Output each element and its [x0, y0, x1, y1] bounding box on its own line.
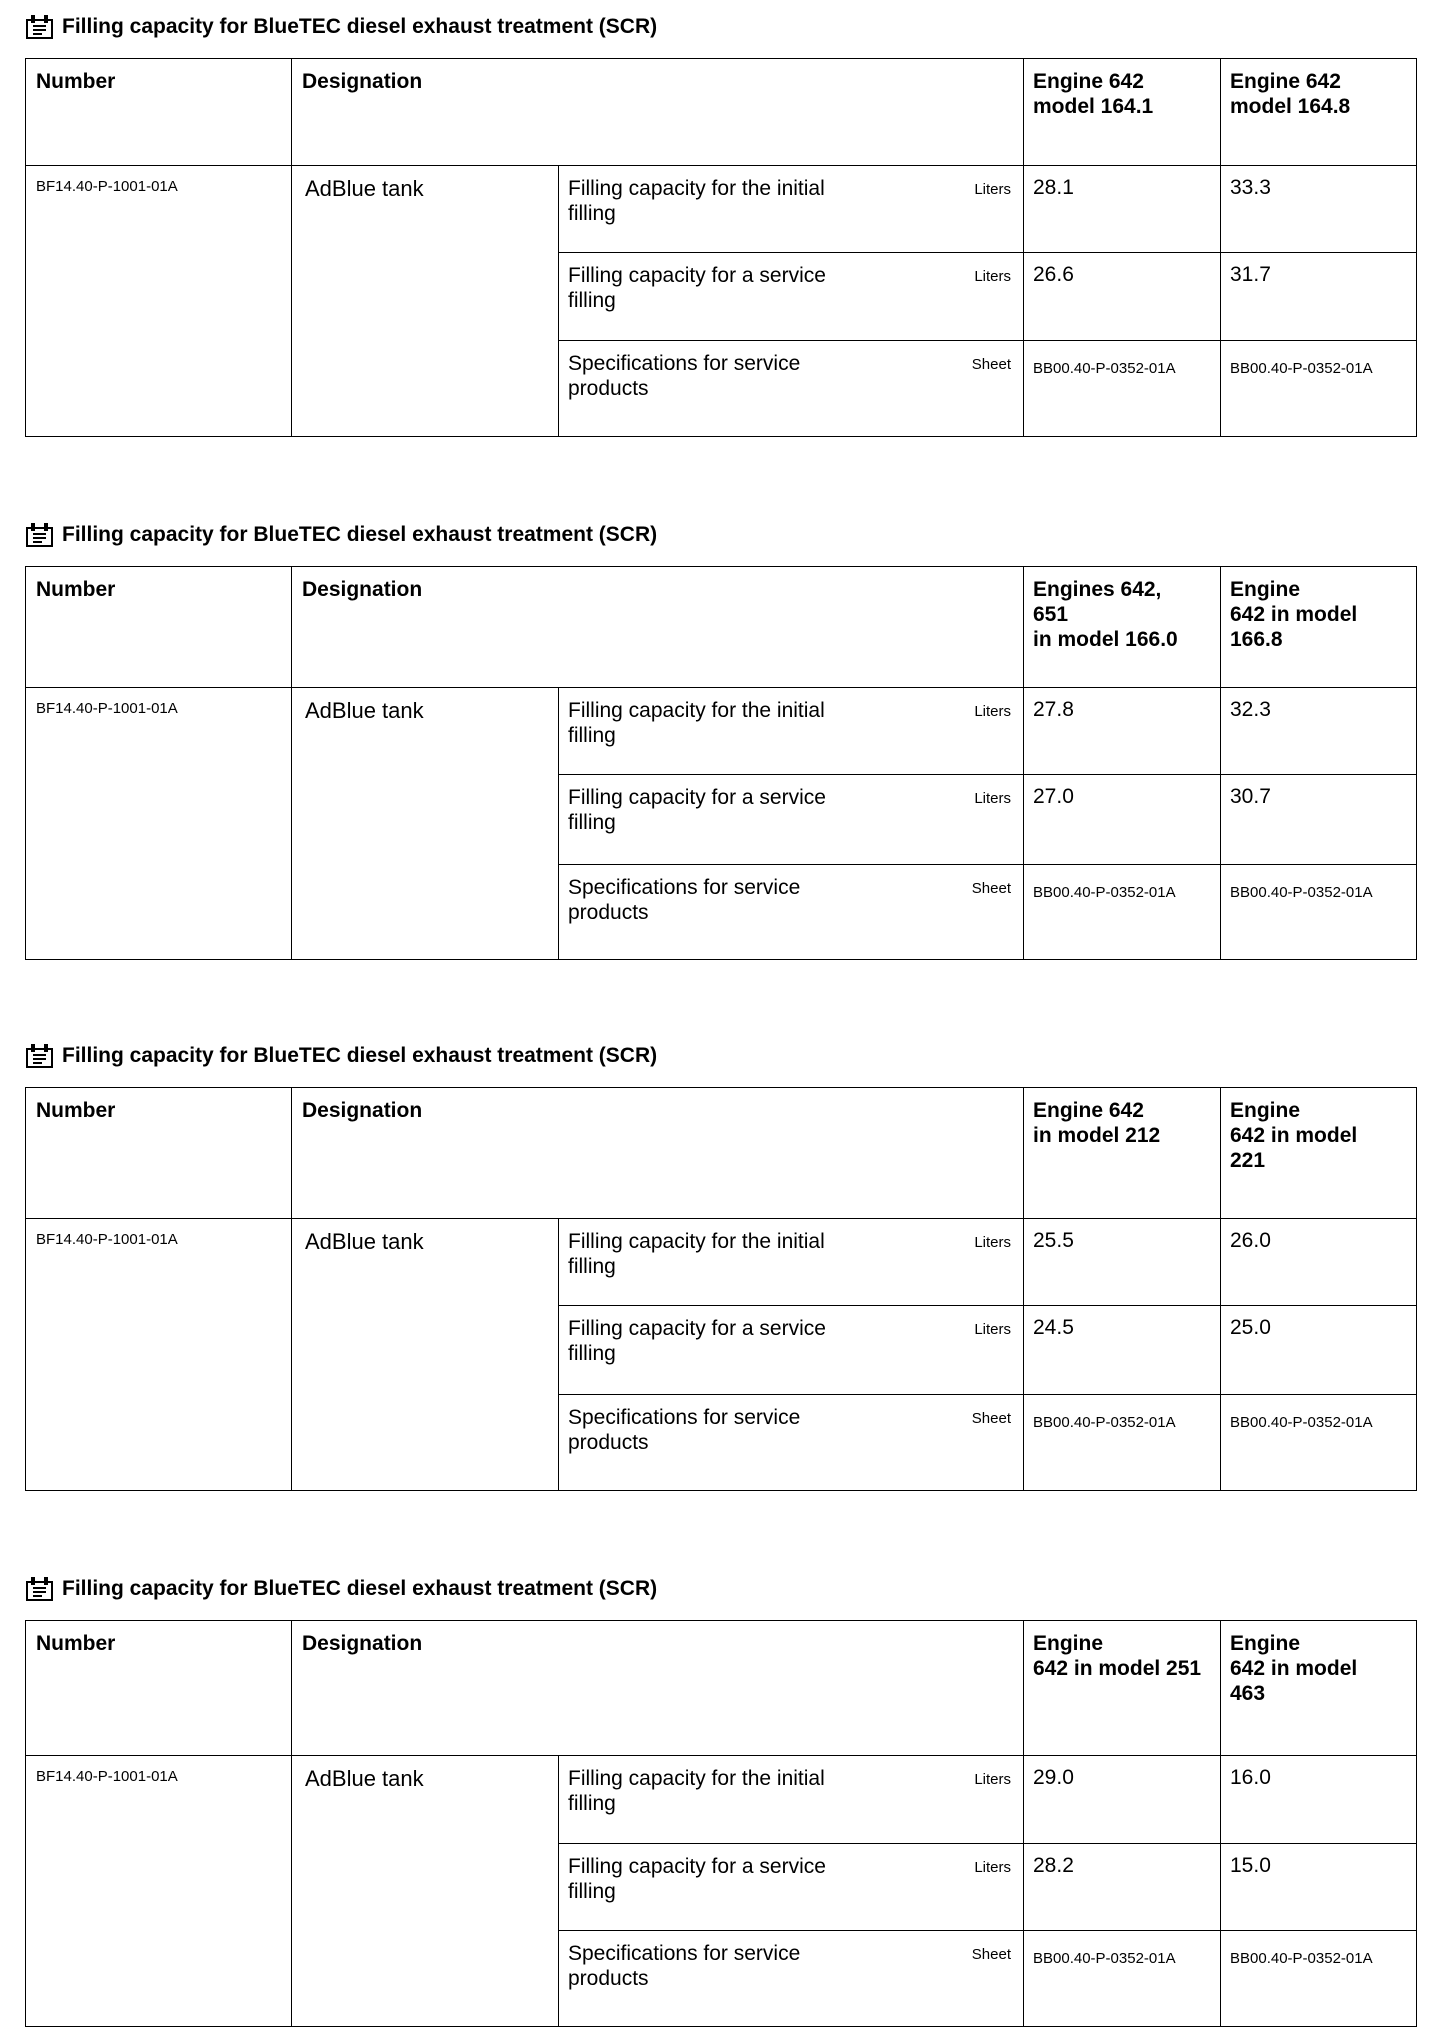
value-engine-a: 29.0 — [1024, 1756, 1221, 1844]
table-row — [26, 1219, 1417, 1306]
header-row — [26, 59, 1417, 166]
header-line: 642 in model — [1230, 1657, 1358, 1680]
designation-cell: AdBlue tank — [292, 1219, 559, 1491]
header-line: Engine — [1230, 578, 1301, 601]
header-row — [26, 1088, 1417, 1219]
table-row — [26, 166, 1417, 253]
header-number: Number — [26, 567, 292, 688]
spec-unit: Liters — [974, 1771, 1011, 1788]
section-title-text: Filling capacity for BlueTEC diesel exhaust treatment (SCR) — [62, 15, 658, 38]
capacity-table — [25, 58, 1417, 437]
value-engine-b: 25.0 — [1221, 1306, 1417, 1395]
spec-unit: Liters — [974, 268, 1011, 285]
spec-unit: Sheet — [971, 1946, 1011, 1963]
header-line: model 164.1 — [1033, 95, 1154, 118]
spec-cell — [559, 253, 1024, 341]
spec-item: Filling capacity for a service filling — [568, 264, 826, 312]
header-line: Engine — [1230, 1099, 1301, 1122]
value-engine-b: 33.3 — [1221, 166, 1417, 253]
header-number: Number — [26, 59, 292, 166]
header-engine-b — [1221, 1088, 1417, 1219]
table-row — [26, 1756, 1417, 1844]
header-line: Engine 642 — [1230, 70, 1341, 93]
spec-item: Filling capacity for the initial filling — [568, 1230, 825, 1278]
header-engine-b — [1221, 567, 1417, 688]
service-manual-icon — [25, 14, 54, 40]
spec-cell — [559, 1306, 1024, 1395]
value-engine-b: BB00.40-P-0352-01A — [1221, 1931, 1417, 2027]
service-manual-icon — [25, 1043, 54, 1069]
header-line: in model 212 — [1033, 1124, 1161, 1147]
spec-cell — [559, 1395, 1024, 1491]
value-engine-b: BB00.40-P-0352-01A — [1221, 1395, 1417, 1491]
section-title — [25, 518, 657, 552]
spec-item: Specifications for service products — [568, 1942, 801, 1990]
spec-unit: Liters — [974, 703, 1011, 720]
section-title-text: Filling capacity for BlueTEC diesel exhaust treatment (SCR) — [62, 523, 658, 546]
service-manual-icon — [25, 522, 54, 548]
header-line: Engine 642 — [1033, 1099, 1144, 1122]
header-number: Number — [26, 1621, 292, 1756]
spec-cell — [559, 865, 1024, 960]
spec-item: Filling capacity for a service filling — [568, 1317, 826, 1365]
value-engine-a: 24.5 — [1024, 1306, 1221, 1395]
spec-item: Specifications for service products — [568, 352, 801, 400]
capacity-table — [25, 1087, 1417, 1491]
spec-cell — [559, 775, 1024, 865]
spec-cell — [559, 166, 1024, 253]
spec-item: Specifications for service products — [568, 1406, 801, 1454]
spec-item: Filling capacity for a service filling — [568, 1855, 826, 1903]
header-engine-b — [1221, 1621, 1417, 1756]
header-engine-a — [1024, 567, 1221, 688]
spec-cell — [559, 688, 1024, 775]
value-engine-a: 28.2 — [1024, 1844, 1221, 1931]
value-engine-b: 15.0 — [1221, 1844, 1417, 1931]
header-line: 651 — [1033, 603, 1069, 626]
value-engine-b: 31.7 — [1221, 253, 1417, 341]
spec-unit: Liters — [974, 181, 1011, 198]
value-engine-b: 32.3 — [1221, 688, 1417, 775]
spec-item: Filling capacity for the initial filling — [568, 1767, 825, 1815]
header-designation: Designation — [292, 59, 1024, 166]
value-engine-a: 28.1 — [1024, 166, 1221, 253]
part-number: BF14.40-P-1001-01A — [26, 1756, 292, 2027]
value-engine-a: 27.8 — [1024, 688, 1221, 775]
header-designation: Designation — [292, 1088, 1024, 1219]
header-line: model 164.8 — [1230, 95, 1351, 118]
header-line: 463 — [1230, 1682, 1266, 1705]
value-engine-b: BB00.40-P-0352-01A — [1221, 341, 1417, 437]
header-line: 642 in model 251 — [1033, 1657, 1202, 1680]
header-line: 166.8 — [1230, 628, 1283, 651]
header-engine-a — [1024, 59, 1221, 166]
header-designation: Designation — [292, 567, 1024, 688]
header-line: Engine — [1033, 1632, 1104, 1655]
value-engine-a: BB00.40-P-0352-01A — [1024, 341, 1221, 437]
header-line: 221 — [1230, 1149, 1266, 1172]
designation-cell: AdBlue tank — [292, 1756, 559, 2027]
spec-cell — [559, 1931, 1024, 2027]
part-number: BF14.40-P-1001-01A — [26, 1219, 292, 1491]
section-title — [25, 10, 657, 44]
header-engine-a — [1024, 1621, 1221, 1756]
header-line: 642 in model — [1230, 603, 1358, 626]
spec-item: Filling capacity for the initial filling — [568, 699, 825, 747]
part-number: BF14.40-P-1001-01A — [26, 166, 292, 437]
designation-cell: AdBlue tank — [292, 166, 559, 437]
value-engine-b: 26.0 — [1221, 1219, 1417, 1306]
spec-cell — [559, 1844, 1024, 1931]
spec-unit: Sheet — [971, 356, 1011, 373]
header-line: in model 166.0 — [1033, 628, 1178, 651]
header-line: Engines 642, — [1033, 578, 1162, 601]
spec-unit: Liters — [974, 1321, 1011, 1338]
section-title — [25, 1039, 657, 1073]
part-number: BF14.40-P-1001-01A — [26, 688, 292, 960]
section-title-text: Filling capacity for BlueTEC diesel exhaust treatment (SCR) — [62, 1044, 658, 1067]
header-line: Engine — [1230, 1632, 1301, 1655]
spec-item: Specifications for service products — [568, 876, 801, 924]
value-engine-a: 27.0 — [1024, 775, 1221, 865]
spec-cell — [559, 1219, 1024, 1306]
header-number: Number — [26, 1088, 292, 1219]
spec-item: Filling capacity for a service filling — [568, 786, 826, 834]
spec-unit: Sheet — [971, 880, 1011, 897]
capacity-table — [25, 1620, 1417, 2027]
section-title-text: Filling capacity for BlueTEC diesel exhaust treatment (SCR) — [62, 1577, 658, 1600]
value-engine-b: 30.7 — [1221, 775, 1417, 865]
table-row — [26, 688, 1417, 775]
value-engine-a: 26.6 — [1024, 253, 1221, 341]
value-engine-a: BB00.40-P-0352-01A — [1024, 865, 1221, 960]
capacity-table — [25, 566, 1417, 960]
header-line: Engine 642 — [1033, 70, 1144, 93]
spec-cell — [559, 341, 1024, 437]
designation-cell: AdBlue tank — [292, 688, 559, 960]
header-row — [26, 567, 1417, 688]
spec-unit: Liters — [974, 1234, 1011, 1251]
service-manual-icon — [25, 1576, 54, 1602]
section-title — [25, 1572, 657, 1606]
spec-unit: Liters — [974, 790, 1011, 807]
spec-unit: Liters — [974, 1859, 1011, 1876]
header-row — [26, 1621, 1417, 1756]
header-engine-b — [1221, 59, 1417, 166]
value-engine-a: BB00.40-P-0352-01A — [1024, 1395, 1221, 1491]
value-engine-b: BB00.40-P-0352-01A — [1221, 865, 1417, 960]
spec-item: Filling capacity for the initial filling — [568, 177, 825, 225]
spec-cell — [559, 1756, 1024, 1844]
header-line: 642 in model — [1230, 1124, 1358, 1147]
value-engine-a: 25.5 — [1024, 1219, 1221, 1306]
spec-unit: Sheet — [971, 1410, 1011, 1427]
header-designation: Designation — [292, 1621, 1024, 1756]
value-engine-a: BB00.40-P-0352-01A — [1024, 1931, 1221, 2027]
header-engine-a — [1024, 1088, 1221, 1219]
value-engine-b: 16.0 — [1221, 1756, 1417, 1844]
